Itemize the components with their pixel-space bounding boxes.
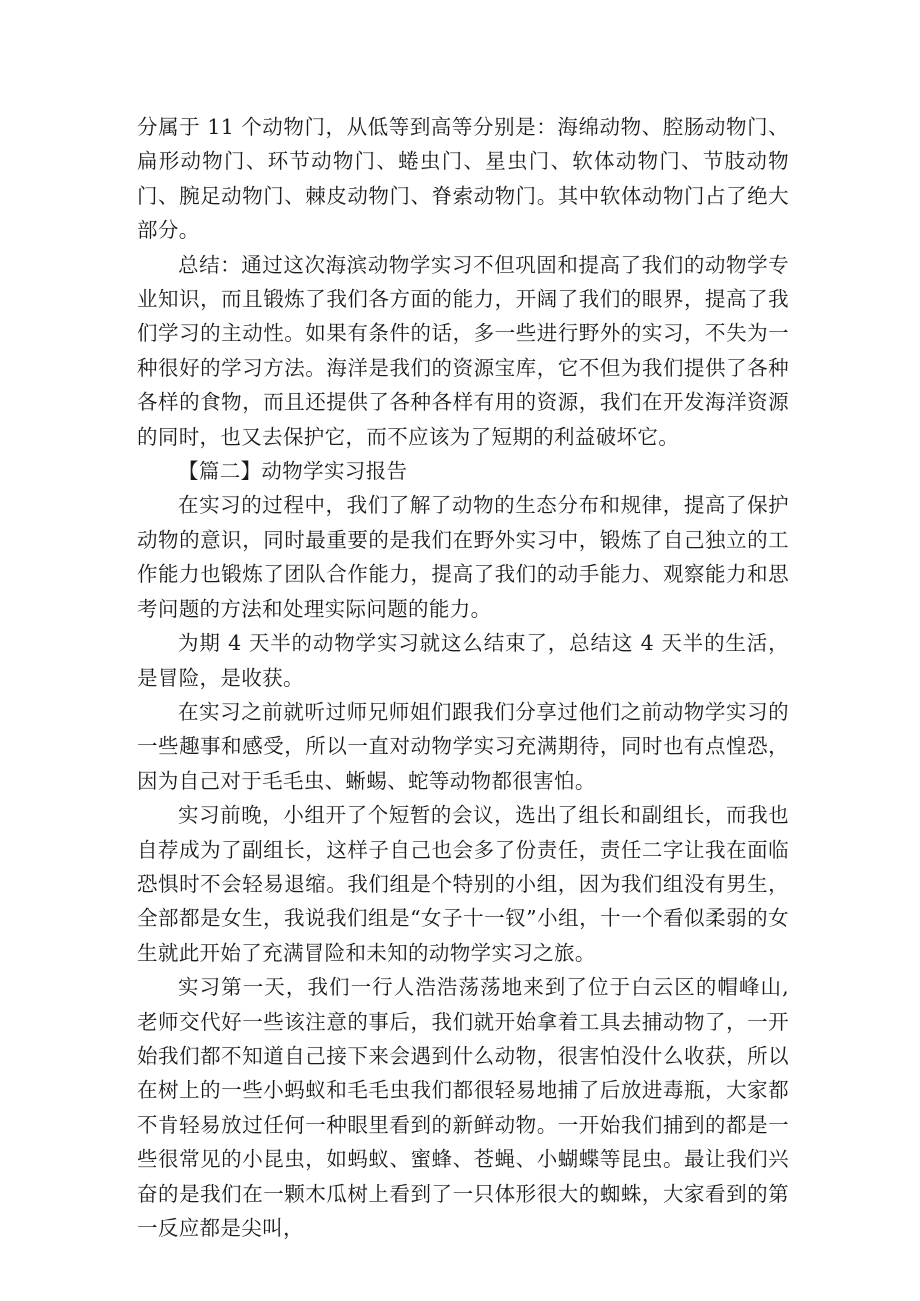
paragraph-first-day: 实习第一天，我们一行人浩浩荡荡地来到了位于白云区的帽峰山,老师交代好一些该注意的事后，我们就开始拿着工具去捕动物了，一开始我们都不知道自己接下来会遇到什么动物，很害怕没什么收获，所以在树上的一些小蚂蚁和毛毛虫我们都很轻易地捕了后放进毒瓶，大家都不肯轻易放过任何一种眼里看到的新鲜动物。一开始我们捕到的都是一些很常见的小昆虫，如蚂蚁、蜜蜂、苍蝇、小蝴蝶等昆虫。最让我们兴奋的是我们在一颗木瓜树上看到了一只体形很大的蜘蛛，大家看到的第一反应都是尖叫， [137,975,789,1240]
paragraph-summary: 总结：通过这次海滨动物学实习不但巩固和提高了我们的动物学专业知识，而且锻炼了我们各方面的能力，开阔了我们的眼界，提高了我们学习的主动性。如果有条件的话，多一些进行野外的实习，不失为一种很好的学习方法。海洋是我们的资源宝库，它不但为我们提供了各种各样的食物，而且还提供了各种各样有用的资源，我们在开发海洋资源的同时，也又去保护它，而不应该为了短期的利益破坏它。 [137,252,789,449]
paragraph-group-meeting: 实习前晚，小组开了个短暂的会议，选出了组长和副组长，而我也自荐成为了副组长，这样子自己也会多了份责任，责任二字让我在面临恐惧时不会轻易退缩。我们组是个特别的小组，因为我们组没有男生，全部都是女生，我说我们组是“女子十一钗”小组，十一个看似柔弱的女生就此开始了充满冒险和未知的动物学实习之旅。 [137,803,789,965]
paragraph-internship-end: 为期 4 天半的动物学实习就这么结束了，总结这 4 天半的生活，是冒险，是收获。 [137,631,789,690]
paragraph-before-internship: 在实习之前就听过师兄师姐们跟我们分享过他们之前动物学实习的一些趣事和感受，所以一直对动物学实习充满期待，同时也有点惶恐，因为自己对于毛毛虫、蜥蜴、蛇等动物都很害怕。 [137,699,789,793]
paragraph-internship-process: 在实习的过程中，我们了解了动物的生态分布和规律，提高了保护动物的意识，同时最重要的是我们在野外实习中，锻炼了自己独立的工作能力也锻炼了团队合作能力，提高了我们的动手能力、观察能力和思考问题的方法和处理实际问题的能力。 [137,493,789,621]
document-body [137,110,789,1245]
section-heading: 【篇二】动物学实习报告 [178,459,408,484]
paragraph-animal-phyla: 分属于 11 个动物门，从低等到高等分别是：海绵动物、腔肠动物门、扁形动物门、环节动物门、蜷虫门、星虫门、软体动物门、节肢动物门、腕足动物门、棘皮动物门、脊索动物门。其中软体动物门占了绝大部分。 [137,115,789,243]
